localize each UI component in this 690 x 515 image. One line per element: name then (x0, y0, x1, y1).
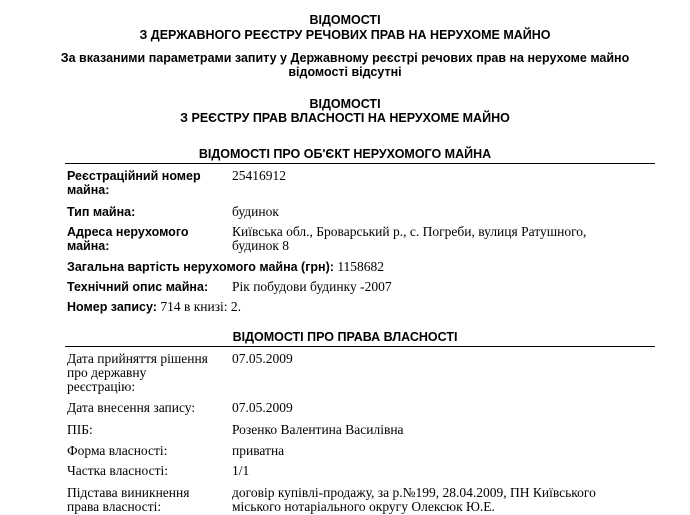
ownership-form-value: приватна (232, 443, 285, 458)
registry1-title-line2: З ДЕРЖАВНОГО РЕЄСТРУ РЕЧОВИХ ПРАВ НА НЕРУХОМЕ МАЙНО (139, 28, 551, 42)
ownership-basis-label-line1: Підстава виникнення (67, 485, 190, 500)
record-value: 714 в книзі: 2. (160, 299, 242, 314)
address-value-line1: Київська обл., Броварський р., с. Погреби, вулиця Ратушного, (232, 224, 587, 239)
reg-number-label (67, 169, 217, 197)
address-label (67, 225, 217, 253)
ownership-share-value: 1/1 (232, 463, 250, 478)
type-label: Тип майна: (67, 205, 136, 219)
registry2-title-line1: ВІДОМОСТІ (309, 97, 381, 111)
reg-number-value: 25416912 (232, 168, 286, 183)
ownership-basis-label (67, 486, 217, 514)
registry1-note-line2: відомості відсутні (288, 65, 402, 79)
address-label-line1: Адреса нерухомого (67, 225, 189, 239)
decision-date-value: 07.05.2009 (232, 351, 293, 366)
address-value-line2: будинок 8 (232, 238, 290, 253)
ownership-share-label: Частка власності: (67, 463, 168, 478)
registry1-note-line1: За вказаними параметрами запиту у Державному реєстрі речових прав на нерухоме майно (60, 51, 630, 65)
object-heading: ВІДОМОСТІ ПРО ОБ'ЄКТ НЕРУХОМОГО МАЙНА (198, 147, 492, 161)
owner-name-label: ПІБ: (67, 422, 93, 437)
object-divider (65, 163, 655, 164)
total-value-row (67, 260, 384, 274)
total-value-label: Загальна вартість нерухомого майна (грн): (67, 260, 334, 274)
owner-name-value: Розенко Валентина Василівна (232, 422, 404, 437)
registry1-title-line1: ВІДОМОСТІ (309, 13, 381, 27)
ownership-basis-value-line1: договір купівлі-продажу, за р.№199, 28.04.2009, ПН Київського (232, 485, 596, 500)
address-value (232, 225, 586, 253)
reg-number-label-line1: Реєстраційний номер (67, 169, 201, 183)
decision-date-label-line2: про державну (67, 365, 147, 380)
rights-divider (65, 346, 655, 347)
reg-number-label-line2: майна: (67, 183, 110, 197)
total-value-value: 1158682 (337, 259, 385, 274)
rights-heading: ВІДОМОСТІ ПРО ПРАВА ВЛАСНОСТІ (232, 330, 458, 344)
tech-value: Рік побудови будинку -2007 (232, 279, 392, 294)
entry-date-label: Дата внесення запису: (67, 400, 196, 415)
registry2-title-line2: З РЕЄСТРУ ПРАВ ВЛАСНОСТІ НА НЕРУХОМЕ МАЙНО (180, 111, 510, 125)
type-value: будинок (232, 204, 279, 219)
entry-date-value: 07.05.2009 (232, 400, 293, 415)
ownership-basis-value-line2: міського нотаріального округу Олексюк Ю.Е. (232, 499, 495, 514)
ownership-basis-label-line2: права власності: (67, 499, 162, 514)
ownership-basis-value (232, 486, 596, 514)
decision-date-label (67, 352, 217, 394)
record-label: Номер запису: (67, 300, 157, 314)
address-label-line2: майна: (67, 239, 110, 253)
ownership-form-label: Форма власності: (67, 443, 168, 458)
tech-label: Технічний опис майна: (67, 280, 209, 294)
decision-date-label-line3: реєстрацію: (67, 379, 136, 394)
decision-date-label-line1: Дата прийняття рішення (67, 351, 208, 366)
record-row (67, 300, 241, 314)
